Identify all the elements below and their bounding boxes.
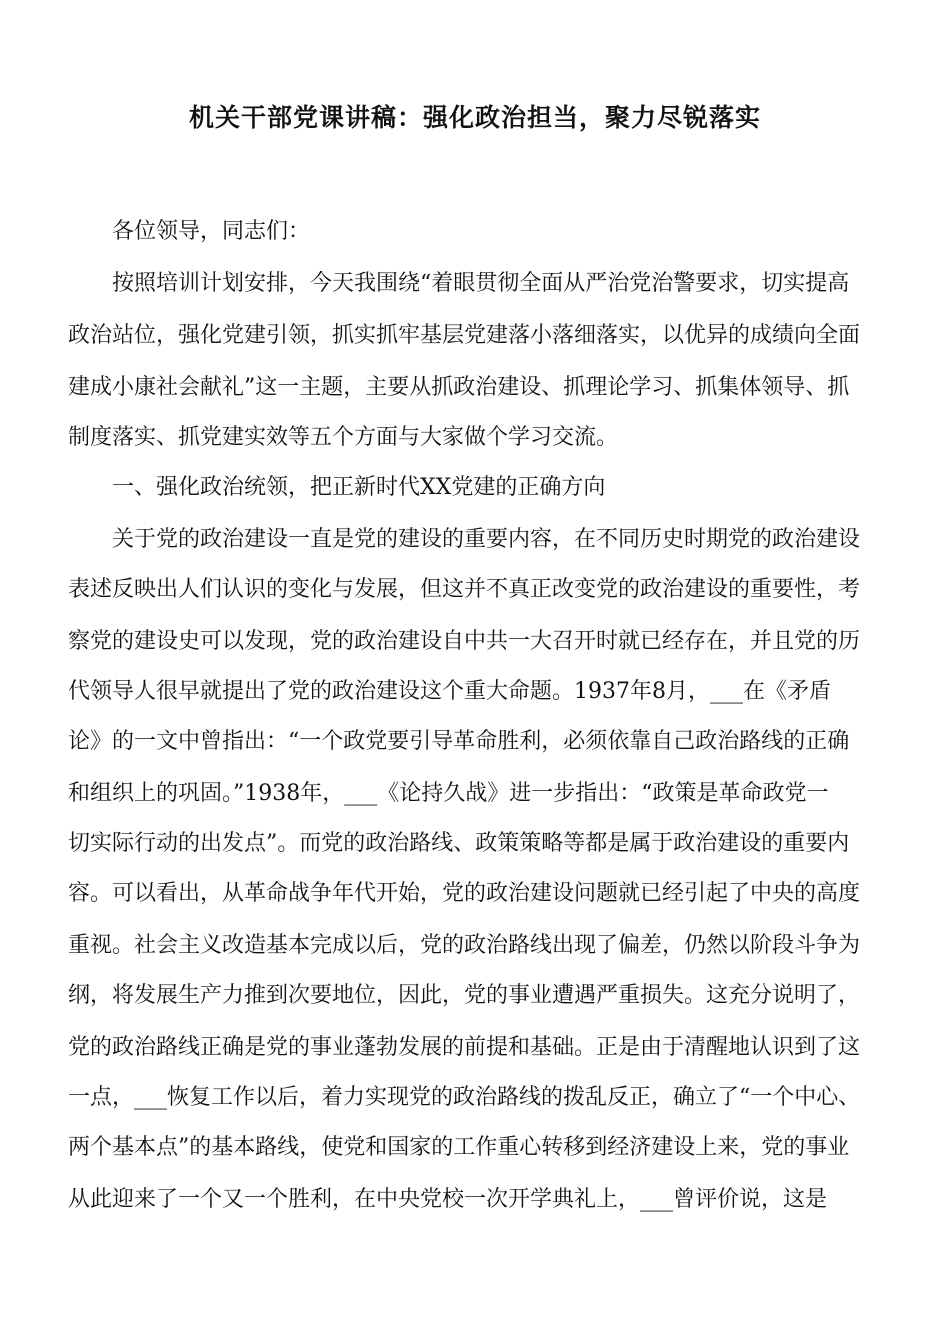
section-heading: 一、强化政治统领，把正新时代XX党建的正确方向 [68, 475, 606, 500]
body-line: 容。可以看出，从革命战争年代开始，党的政治建设问题就已经引起了中央的高度 [68, 881, 861, 906]
body-line: 制度落实、抓党建实效等五个方面与大家做个学习交流。 [68, 425, 619, 450]
body-line: 各位领导，同志们： [68, 219, 311, 244]
body-line: 切实际行动的出发点”。而党的政治路线、政策策略等都是属于政治建设的重要内 [68, 831, 850, 856]
body-line: 从此迎来了一个又一个胜利，在中央党校一次开学典礼上，___曾评价说，这是 [68, 1187, 828, 1212]
body-line: 关于党的政治建设一直是党的建设的重要内容，在不同历史时期党的政治建设 [68, 527, 861, 552]
body-line: 两个基本点”的基本路线，使党和国家的工作重心转移到经济建设上来，党的事业 [68, 1135, 850, 1160]
body-line: 按照培训计划安排，今天我围绕“着眼贯彻全面从严治党治警要求，切实提高 [68, 271, 850, 296]
body-line: 察党的建设史可以发现，党的政治建设自中共一大召开时就已经存在，并且党的历 [68, 629, 861, 654]
body-line: 和组织上的巩固。”1938年，___《论持久战》进一步指出：“政策是革命政党一 [68, 781, 829, 806]
body-line: 纲，将发展生产力推到次要地位，因此，党的事业遭遇严重损失。这充分说明了， [68, 983, 861, 1008]
body-line: 表述反映出人们认识的变化与发展，但这并不真正改变党的政治建设的重要性，考 [68, 577, 861, 602]
document-title: 机关干部党课讲稿：强化政治担当，聚力尽锐落实 [188, 103, 761, 132]
body-line: 建成小康社会献礼”这一主题，主要从抓政治建设、抓理论学习、抓集体领导、抓 [68, 375, 850, 400]
body-line: 论》的一文中曾指出：“一个政党要引导革命胜利，必须依靠自己政治路线的正确 [68, 729, 850, 754]
body-line: 政治站位，强化党建引领，抓实抓牢基层党建落小落细落实，以优异的成绩向全面 [68, 323, 861, 348]
body-line: 代领导人很早就提出了党的政治建设这个重大命题。1937年8月，___在《矛盾 [68, 679, 831, 704]
body-line: 党的政治路线正确是党的事业蓬勃发展的前提和基础。正是由于清醒地认识到了这 [68, 1035, 861, 1060]
body-line: 重视。社会主义改造基本完成以后，党的政治路线出现了偏差，仍然以阶段斗争为 [68, 933, 861, 958]
body-line: 一点，___恢复工作以后，着力实现党的政治路线的拨乱反正，确立了“一个中心、 [68, 1085, 861, 1110]
